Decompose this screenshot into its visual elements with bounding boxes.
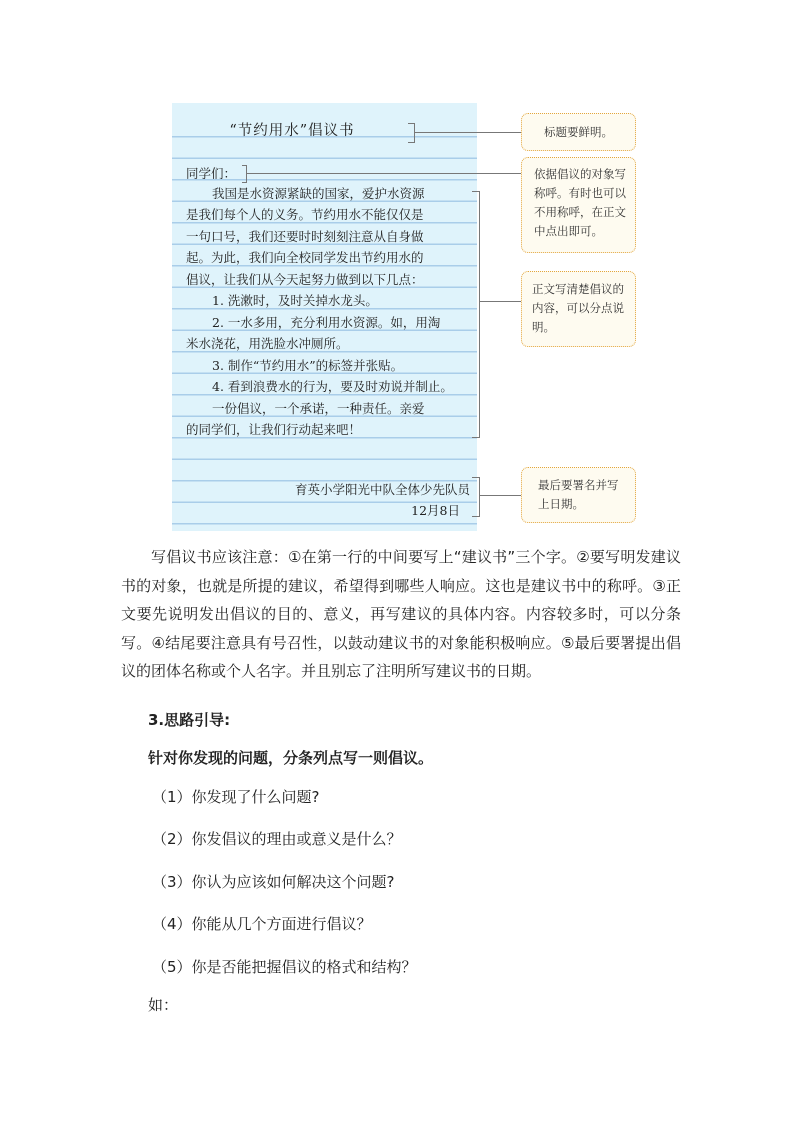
letter-signature: 育英小学阳光中队全体少先队员	[294, 482, 470, 497]
question-item: （2）你发倡议的理由或意义是什么？	[152, 830, 402, 848]
title-bracket	[408, 123, 415, 143]
greeting-bracket	[242, 165, 247, 183]
letter-body-line: 4. 看到浪费水的行为，要及时劝说并制止。	[212, 379, 453, 394]
letter-body-line: 1. 洗漱时，及时关掉水龙头。	[212, 293, 378, 308]
letter-date: 12月8日	[411, 503, 460, 518]
letter-body-line: 是我们每个人的义务。节约用水不能仅仅是	[186, 207, 424, 222]
letter-body-line: 米水浇花，用洗脸水冲厕所。	[186, 336, 349, 351]
letter-body-line: 倡议，让我们从今天起努力做到以下几点：	[186, 271, 424, 287]
note-greeting-tip: 依据倡议的对象写称呼。有时也可以不用称呼，在正文中点出即可。	[521, 157, 636, 253]
letter-body-line: 起。为此，我们向全校同学发出节约用水的	[186, 250, 424, 265]
instruction-line: 针对你发现的问题，分条列点写一则倡议。	[148, 749, 434, 767]
greeting-connector	[247, 173, 521, 174]
note-title-tip: 标题要鲜明。	[521, 113, 636, 151]
letter-title: “节约用水”倡议书	[229, 123, 355, 139]
proposal-example-figure	[172, 103, 642, 531]
title-connector	[415, 132, 521, 133]
question-item: （5）你是否能把握倡议的格式和结构？	[152, 958, 417, 976]
letter-body-line: 一份倡议，一个承诺，一种责任。亲爱	[212, 400, 425, 416]
example-label: 如：	[148, 996, 179, 1014]
letter-body-line: 我国是水资源紧缺的国家，爱护水资源	[212, 185, 425, 201]
letter-body-line: 2. 一水多用，充分利用水资源。如，用淘	[212, 314, 441, 330]
body-bracket	[472, 191, 480, 438]
signature-connector	[480, 495, 521, 496]
letter-greeting: 同学们：	[186, 166, 237, 181]
note-body-tip: 正文写清楚倡议的内容，可以分点说明。	[521, 271, 636, 347]
note-signature-tip: 最后要署名并写上日期。	[521, 467, 636, 523]
signature-bracket	[472, 477, 480, 517]
lined-letter-paper	[172, 103, 477, 531]
body-connector	[480, 301, 521, 302]
question-item: （4）你能从几个方面进行倡议？	[152, 915, 372, 933]
letter-body-line: 的同学们，让我们行动起来吧！	[186, 422, 362, 437]
writing-tips-paragraph: 写倡议书应该注意：①在第一行的中间要写上“建议书”三个字。②要写明发建议书的对象，也就是所提的建议，希望得到哪些人响应。这也是建议书中的称呼。③正文要先说明发出倡议的目的、意义，再写建议的具体内容。内容较多时，可以分条写。④结尾要注意具有号召性，以鼓动建议书的对象能积极响应。⑤最后要署提出倡议的团体名称或个人名字。并且别忘了注明所写建议书的日期。	[121, 548, 681, 681]
letter-body-line: 一句口号，我们还要时时刻刻注意从自身做	[186, 228, 424, 244]
question-item: （3）你认为应该如何解决这个问题?	[152, 873, 395, 891]
letter-body-line: 3. 制作“节约用水”的标签并张贴。	[212, 357, 404, 373]
question-item: （1）你发现了什么问题?	[152, 788, 320, 806]
section-heading: 3.思路引导:	[148, 711, 231, 729]
